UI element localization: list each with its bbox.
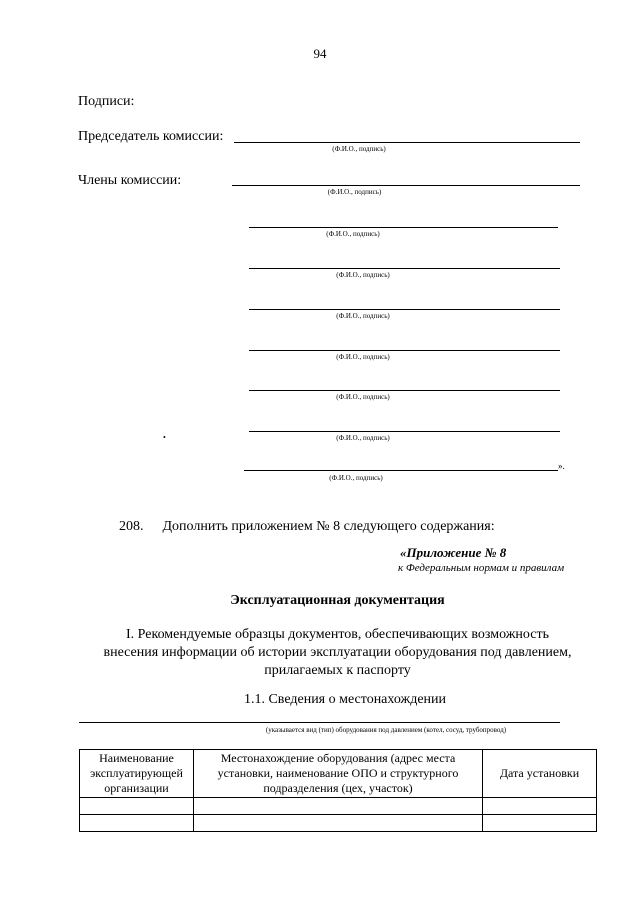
header-installation-date: Дата установки — [483, 750, 597, 798]
chairman-label: Председатель комиссии: — [78, 129, 224, 144]
equipment-type-line — [79, 722, 560, 723]
member-signature-line — [249, 431, 560, 432]
member-signature-line — [244, 470, 558, 471]
signatures-heading: Подписи: — [78, 94, 135, 109]
members-label: Члены комиссии: — [78, 173, 182, 188]
table-cell[interactable] — [483, 798, 597, 815]
signature-hint: (Ф.И.О., подпись) — [336, 271, 390, 279]
amendment-number: 208. — [119, 519, 144, 534]
document-title: Эксплуатационная документация — [230, 593, 445, 608]
signature-hint: (Ф.И.О., подпись) — [329, 474, 383, 482]
table-row — [80, 798, 597, 815]
member-signature-line — [249, 350, 560, 351]
table-cell[interactable] — [194, 798, 483, 815]
page-number: 94 — [313, 46, 327, 61]
location-table — [79, 749, 597, 832]
member-signature-line — [249, 268, 560, 269]
stray-dot: • — [163, 433, 166, 442]
subsection-title: 1.1. Сведения о местонахождении — [243, 692, 447, 707]
signature-hint: (Ф.И.О., подпись) — [336, 393, 390, 401]
signature-hint: (Ф.И.О., подпись) — [336, 434, 390, 442]
signature-hint: (Ф.И.О., подпись) — [326, 230, 380, 238]
closing-quote: ». — [558, 461, 565, 471]
appendix-title: «Приложение № 8 — [400, 545, 507, 560]
amendment-point — [119, 519, 495, 535]
appendix-subtitle: к Федеральным нормам и правилам — [398, 562, 565, 574]
table-cell[interactable] — [80, 798, 194, 815]
signature-hint: (Ф.И.О., подпись) — [336, 353, 390, 361]
amendment-text: Дополнить приложением № 8 следующего содержания: — [162, 519, 495, 534]
chairman-signature-line — [234, 142, 580, 143]
member-signature-line — [249, 309, 560, 310]
table-cell[interactable] — [80, 815, 194, 832]
equipment-type-hint: (указывается вид (тип) оборудования под давлением (котел, сосуд, трубопровод) — [265, 726, 507, 734]
signature-hint: (Ф.И.О., подпись) — [327, 188, 382, 196]
table-cell[interactable] — [194, 815, 483, 832]
header-operating-organization: Наименование эксплуатирующей организации — [80, 750, 194, 798]
table-cell[interactable] — [483, 815, 597, 832]
member-signature-line — [249, 390, 560, 391]
table-row — [80, 815, 597, 832]
table-header-row — [80, 750, 597, 798]
section-title — [0, 626, 640, 680]
header-equipment-location: Местонахождение оборудования (адрес места установки, наименование ОПО и структурного подразделения (цех, участок) — [194, 750, 483, 798]
section-title-text: I. Рекомендуемые образцы документов, обеспечивающих возможность внесения информации об истории эксплуатации оборудования под давлением, прилагаемых к паспорту — [103, 627, 572, 678]
signature-hint: (Ф.И.О., подпись) — [332, 145, 386, 153]
signature-hint: (Ф.И.О., подпись) — [336, 312, 390, 320]
member-signature-line — [249, 227, 558, 228]
member-signature-line — [232, 185, 580, 186]
